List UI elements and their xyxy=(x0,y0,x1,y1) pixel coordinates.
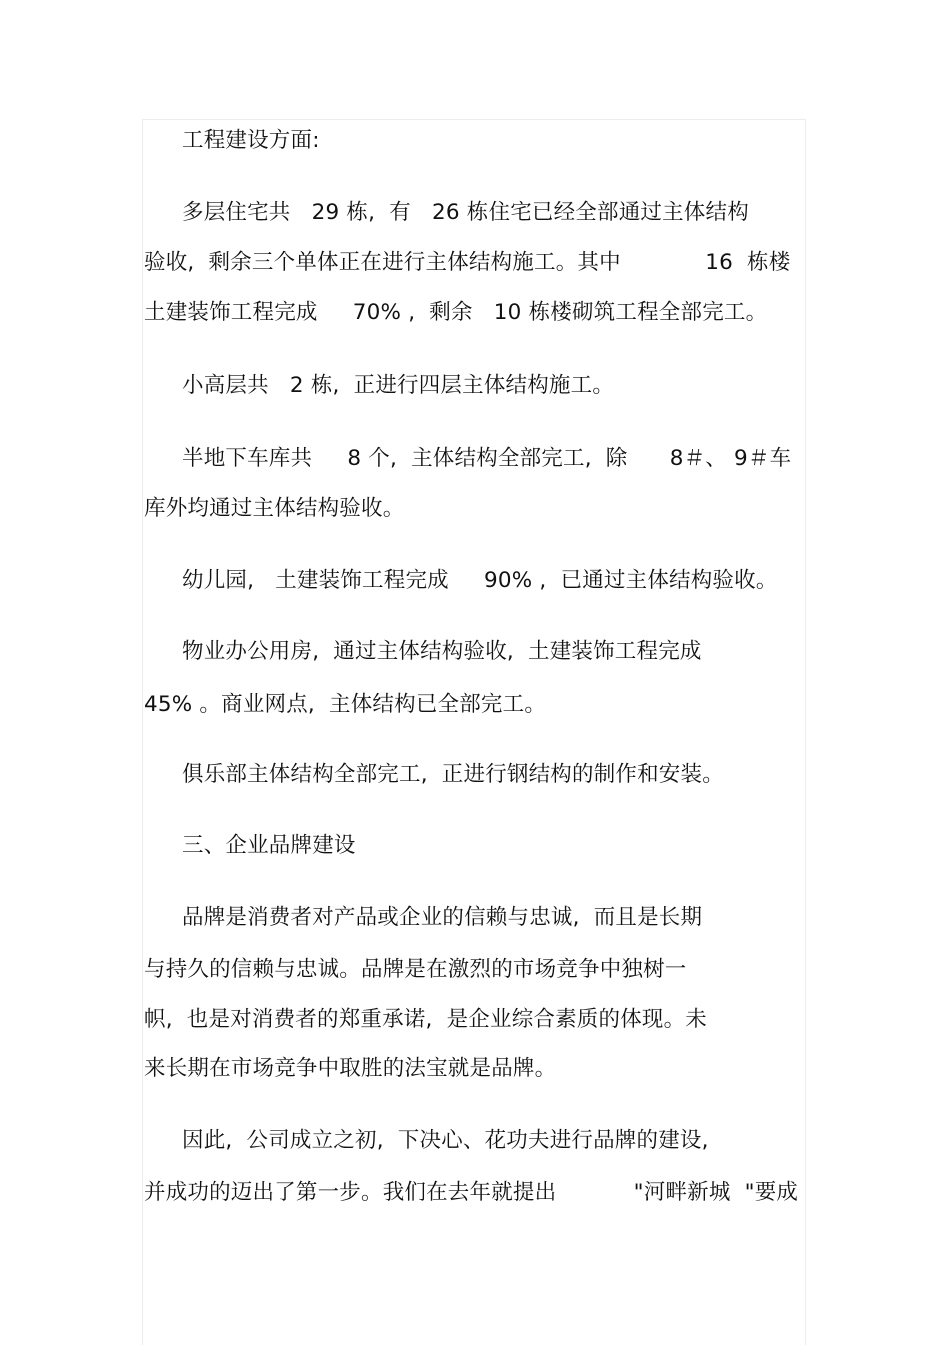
paragraph-line: 45% 。商业网点, 主体结构已全部完工。 xyxy=(144,692,547,717)
paragraph-line: 幼儿园, 土建装饰工程完成 90% , 已通过主体结构验收。 xyxy=(182,568,778,593)
paragraph-line: 库外均通过主体结构验收。 xyxy=(144,496,405,521)
paragraph-line: 因此, 公司成立之初, 下决心、花功夫进行品牌的建设, xyxy=(182,1128,709,1153)
paragraph-line: 半地下车库共 8 个, 主体结构全部完工, 除 8＃、 9＃车 xyxy=(182,446,792,471)
paragraph-line: 并成功的迈出了第一步。我们在去年就提出 "河畔新城 "要成 xyxy=(144,1180,799,1205)
section-heading-brand: 三、企业品牌建设 xyxy=(182,833,356,858)
section-heading-construction: 工程建设方面: xyxy=(182,128,320,153)
paragraph-line: 品牌是消费者对产品或企业的信赖与忠诚, 而且是长期 xyxy=(182,905,703,930)
paragraph-line: 来长期在市场竞争中取胜的法宝就是品牌。 xyxy=(144,1056,557,1081)
paragraph-line: 土建装饰工程完成 70% , 剩余 10 栋楼砌筑工程全部完工。 xyxy=(144,300,768,325)
paragraph-line: 物业办公用房, 通过主体结构验收, 土建装饰工程完成 xyxy=(182,639,702,664)
paragraph-line: 俱乐部主体结构全部完工, 正进行钢结构的制作和安装。 xyxy=(182,762,724,787)
paragraph-line: 小高层共 2 栋, 正进行四层主体结构施工。 xyxy=(182,373,615,398)
paragraph-line: 验收, 剩余三个单体正在进行主体结构施工。其中 16 栋楼 xyxy=(144,250,791,275)
paragraph-line: 帜, 也是对消费者的郑重承诺, 是企业综合素质的体现。未 xyxy=(144,1007,708,1032)
paragraph-line: 多层住宅共 29 栋, 有 26 栋住宅已经全部通过主体结构 xyxy=(182,200,749,225)
paragraph-line: 与持久的信赖与忠诚。品牌是在激烈的市场竞争中独树一 xyxy=(144,957,687,982)
